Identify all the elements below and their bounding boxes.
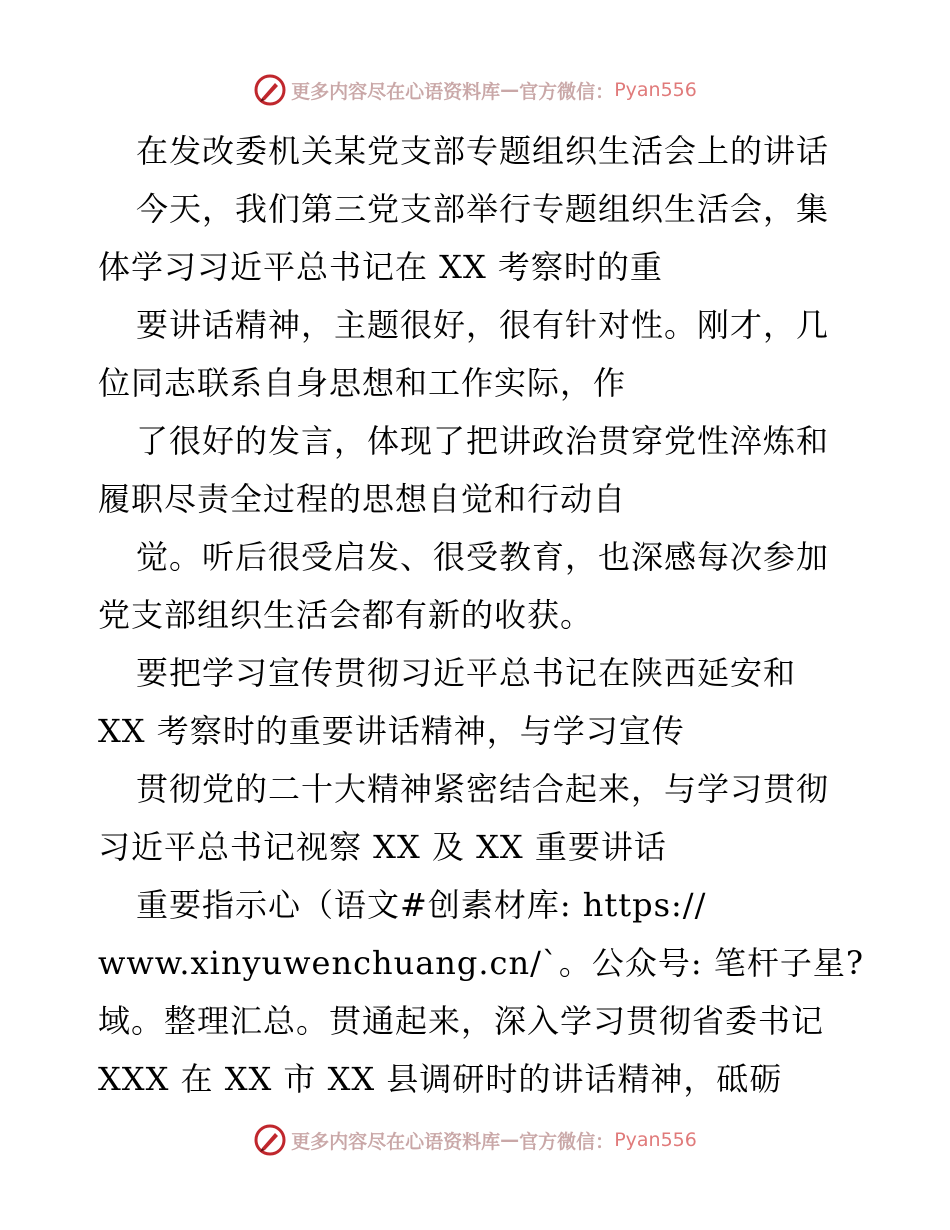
body-line: 要把学习宣传贯彻习近平总书记在陕西延安和 <box>136 654 797 692</box>
watermark-tail-text: 官方微信： <box>519 1130 615 1153</box>
body-line: 习近平总书记视察 XX 及 XX 重要讲话 <box>98 828 667 866</box>
watermark-lead-text: 更多内容尽在心语资料库 <box>291 80 501 103</box>
body-line: 了很好的发言，体现了把讲政治贯穿党性淬炼和 <box>136 422 830 460</box>
document-body <box>98 122 864 1108</box>
body-line: XXX 在 XX 市 XX 县调研时的讲话精神，砥砺 <box>98 1060 783 1098</box>
document-lines <box>98 180 864 1108</box>
watermark-separator: — <box>500 79 520 101</box>
watermark-lead-text: 更多内容尽在心语资料库 <box>291 1130 501 1153</box>
body-line: XX 考察时的重要讲话精神，与学习宣传 <box>98 712 685 750</box>
watermark-banner-bottom <box>0 1120 950 1160</box>
pen-logo-icon <box>253 1123 287 1157</box>
body-line: 体学习习近平总书记在 XX 考察时的重 <box>98 248 663 286</box>
body-line: 党支部组织生活会都有新的收获。 <box>98 596 594 634</box>
body-line: 要讲话精神，主题很好，很有针对性。刚才，几 <box>136 306 830 344</box>
body-line: 重要指示心（语文#创素材库: https:// <box>136 886 707 924</box>
body-line: 今天，我们第三党支部举行专题组织生活会，集 <box>136 190 830 228</box>
watermark-account: Pyan556 <box>614 1129 697 1151</box>
pen-logo-icon <box>253 73 287 107</box>
body-line: 域。整理汇总。贯通起来，深入学习贯彻省委书记 <box>98 1002 825 1040</box>
body-line: 履职尽责全过程的思想自觉和行动自 <box>98 480 627 518</box>
document-title: 在发改委机关某党支部专题组织生活会上的讲话 <box>136 132 830 170</box>
body-line: 位同志联系自身思想和工作实际，作 <box>98 364 627 402</box>
body-line: www.xinyuwenchuang.cn/`。公众号: 笔杆子星? <box>98 944 864 982</box>
watermark-separator: — <box>500 1129 520 1151</box>
watermark-tail-text: 官方微信： <box>519 80 615 103</box>
body-line: 觉。听后很受启发、很受教育，也深感每次参加 <box>136 538 830 576</box>
watermark-account: Pyan556 <box>614 79 697 101</box>
body-line: 贯彻党的二十大精神紧密结合起来，与学习贯彻 <box>136 770 830 808</box>
watermark-banner-top <box>0 70 950 110</box>
